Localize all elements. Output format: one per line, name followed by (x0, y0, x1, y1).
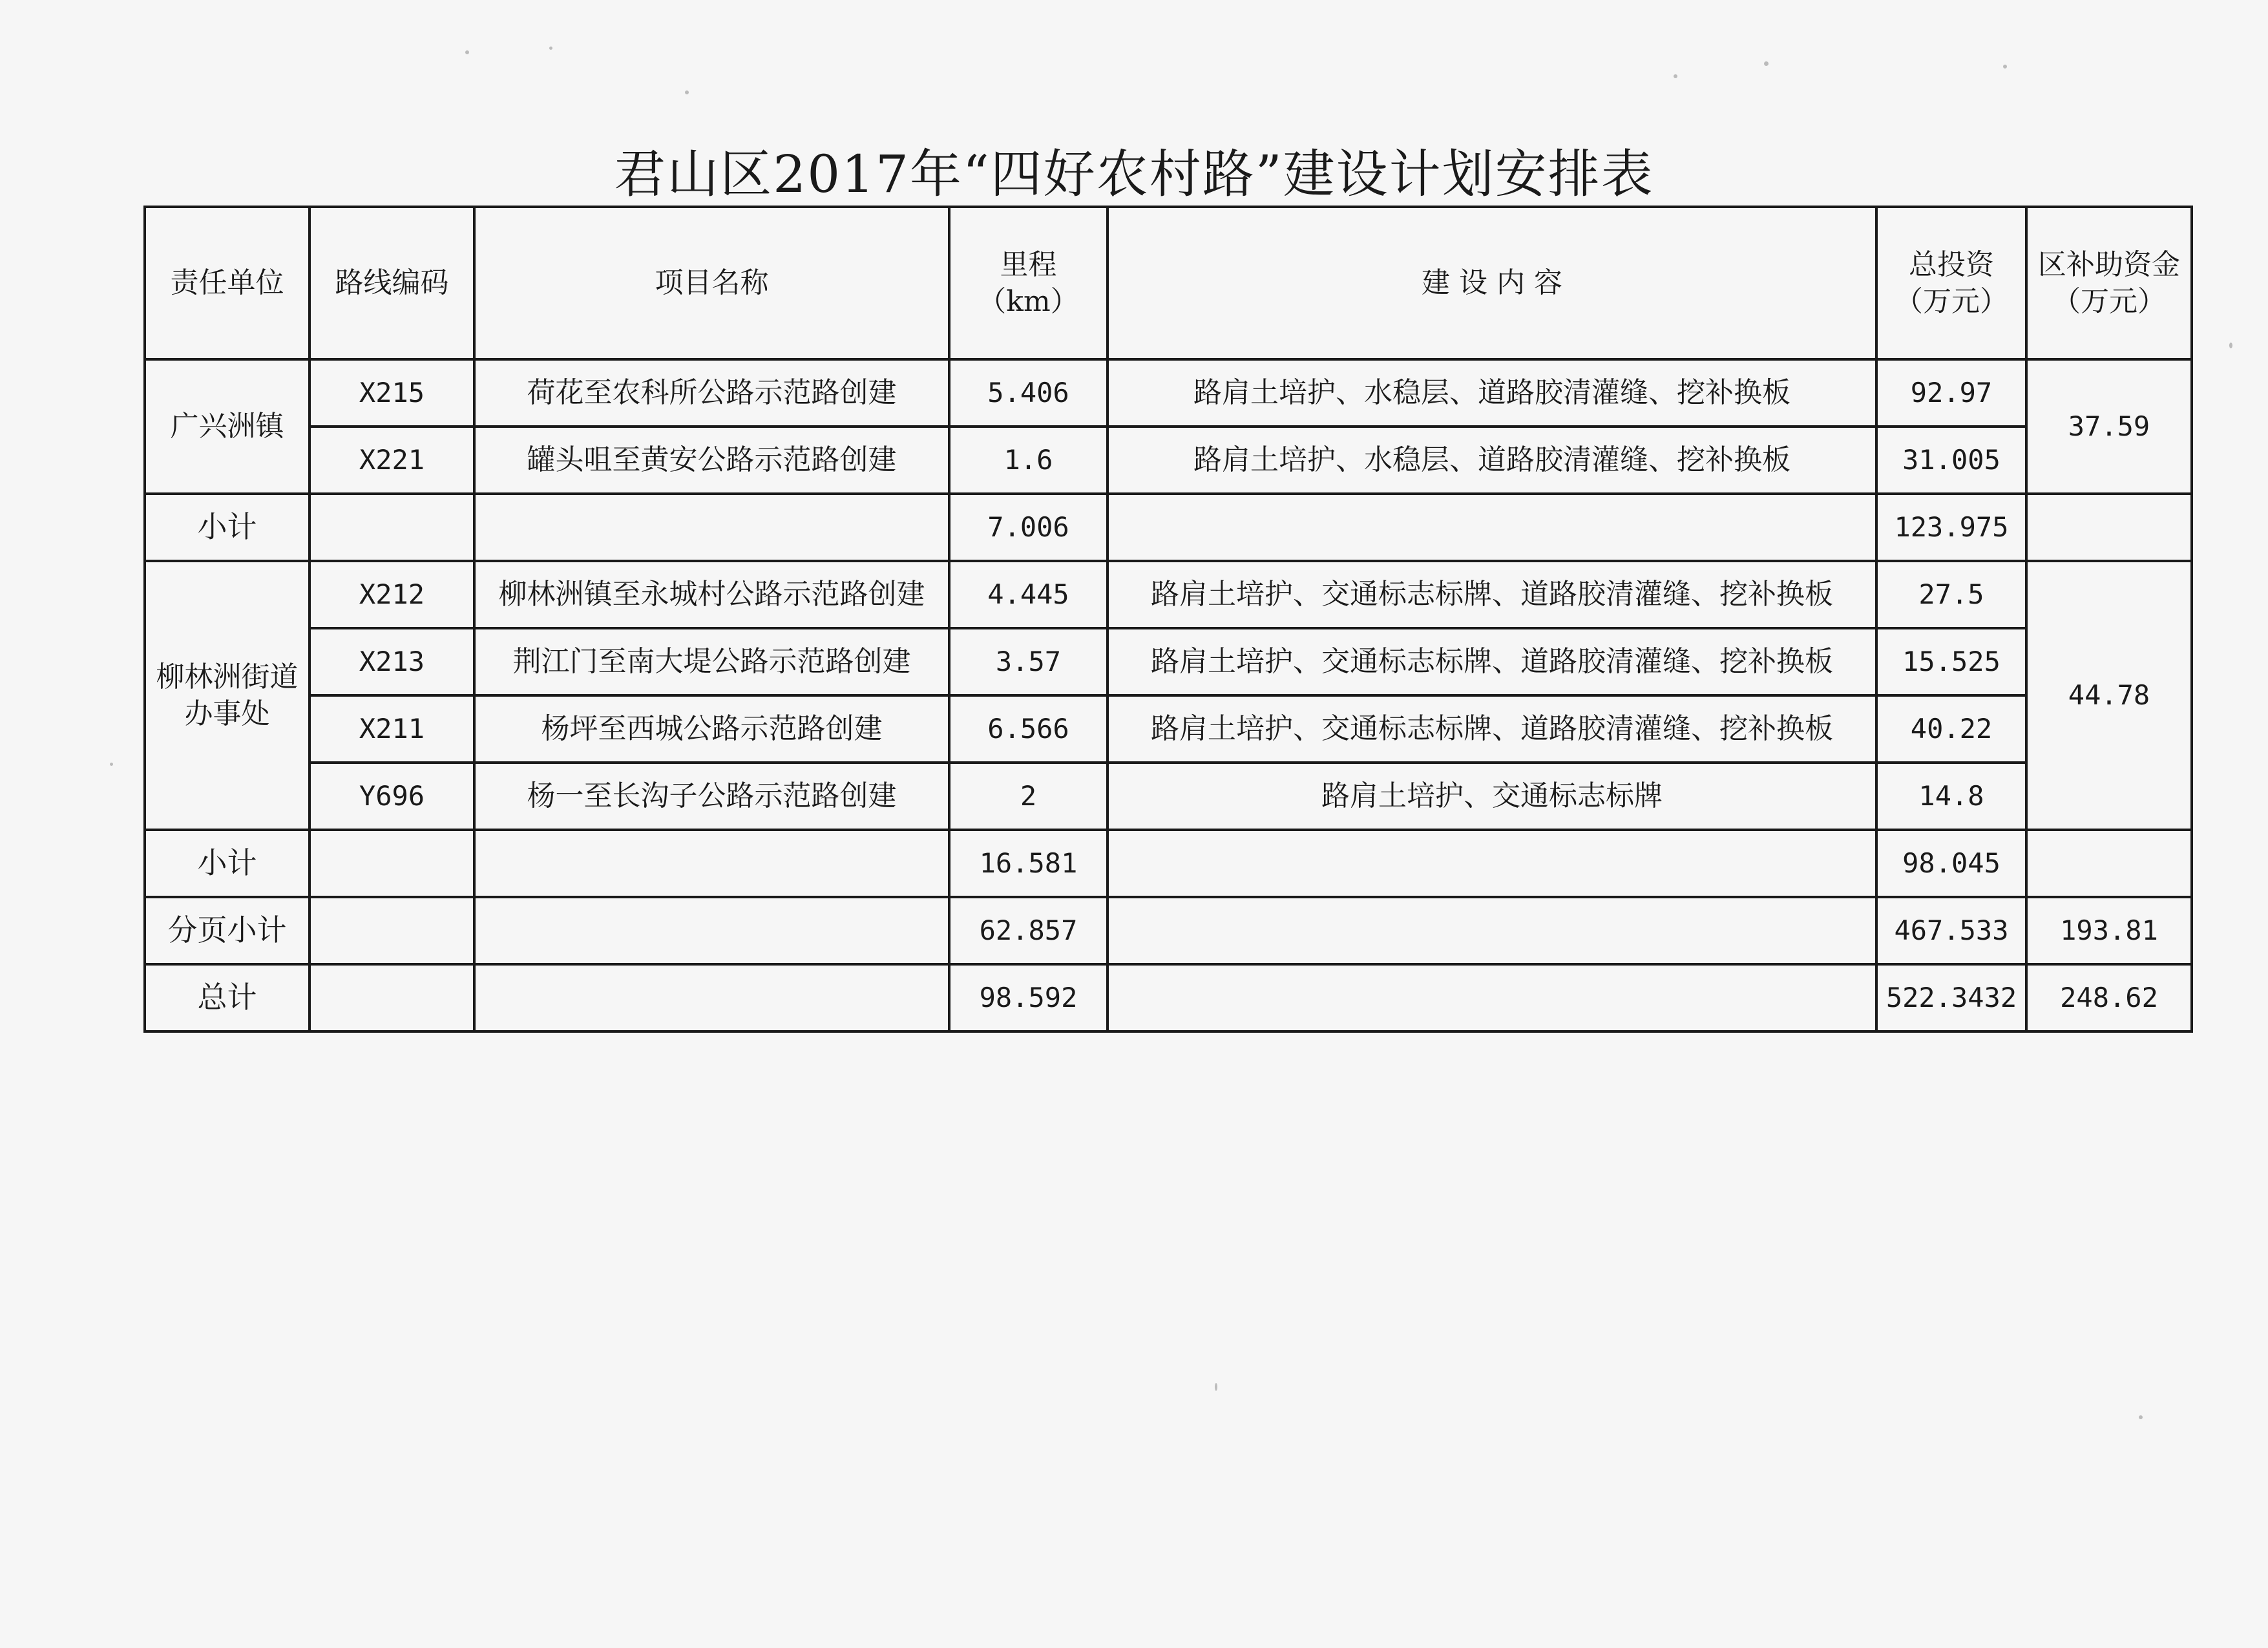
route-code: X213 (310, 628, 474, 695)
total-investment: 92.97 (1876, 359, 2026, 427)
subtotal-label: 小计 (145, 830, 310, 897)
page-subtotal-mileage: 62.857 (949, 897, 1108, 964)
scan-speck (1215, 1383, 1217, 1391)
page-subtotal-row (145, 897, 2192, 964)
scan-speck (549, 47, 552, 50)
header-code: 路线编码 (310, 207, 474, 359)
construction-plan-table (143, 206, 2193, 1033)
table-row (145, 695, 2192, 763)
mileage-value: 6.566 (949, 695, 1108, 763)
mileage-value: 5.406 (949, 359, 1108, 427)
scan-speck (2229, 343, 2232, 348)
total-investment: 15.525 (1876, 628, 2026, 695)
empty-cell (2026, 830, 2192, 897)
header-mileage-label: 里程 (1000, 248, 1057, 281)
header-total-label: 总投资 (1909, 248, 1994, 281)
total-investment: 31.005 (1876, 427, 2026, 494)
construction-content: 路肩土培护、交通标志标牌、道路胶清灌缝、挖补换板 (1108, 695, 1876, 763)
scan-speck (1764, 61, 1769, 66)
empty-cell (474, 830, 949, 897)
subtotal-mileage: 7.006 (949, 494, 1108, 561)
construction-content: 路肩土培护、交通标志标牌 (1108, 763, 1876, 830)
header-content: 建 设 内 容 (1108, 207, 1876, 359)
construction-content: 路肩土培护、水稳层、道路胶清灌缝、挖补换板 (1108, 359, 1876, 427)
header-name: 项目名称 (474, 207, 949, 359)
subtotal-mileage: 16.581 (949, 830, 1108, 897)
route-code: X215 (310, 359, 474, 427)
header-mileage (949, 207, 1108, 359)
project-name: 杨坪至西城公路示范路创建 (474, 695, 949, 763)
empty-cell (310, 830, 474, 897)
empty-cell (310, 494, 474, 561)
mileage-value: 2 (949, 763, 1108, 830)
scan-speck (1674, 74, 1677, 78)
page-subtotal-total: 467.533 (1876, 897, 2026, 964)
header-total (1876, 207, 2026, 359)
empty-cell (310, 897, 474, 964)
table-row (145, 628, 2192, 695)
empty-cell (310, 964, 474, 1031)
empty-cell (1108, 964, 1876, 1031)
header-unit: 责任单位 (145, 207, 310, 359)
scan-speck (465, 50, 469, 54)
grand-total-row (145, 964, 2192, 1031)
empty-cell (2026, 494, 2192, 561)
construction-content: 路肩土培护、水稳层、道路胶清灌缝、挖补换板 (1108, 427, 1876, 494)
route-code: X212 (310, 561, 474, 628)
header-subsidy-unit: （万元） (2052, 285, 2166, 318)
mileage-value: 3.57 (949, 628, 1108, 695)
subtotal-row (145, 830, 2192, 897)
project-name: 柳林洲镇至永城村公路示范路创建 (474, 561, 949, 628)
grand-total-label: 总计 (145, 964, 310, 1031)
header-subsidy (2026, 207, 2192, 359)
total-investment: 40.22 (1876, 695, 2026, 763)
district-subsidy: 44.78 (2026, 561, 2192, 830)
empty-cell (1108, 830, 1876, 897)
empty-cell (474, 494, 949, 561)
table-row (145, 427, 2192, 494)
subtotal-row (145, 494, 2192, 561)
scan-speck (2003, 65, 2007, 69)
empty-cell (1108, 897, 1876, 964)
grand-total-total: 522.3432 (1876, 964, 2026, 1031)
header-row (145, 207, 2192, 359)
header-total-unit: （万元） (1895, 285, 2008, 318)
page-subtotal-label: 分页小计 (145, 897, 310, 964)
table-row (145, 763, 2192, 830)
scan-speck (685, 90, 689, 94)
construction-content: 路肩土培护、交通标志标牌、道路胶清灌缝、挖补换板 (1108, 628, 1876, 695)
grand-total-mileage: 98.592 (949, 964, 1108, 1031)
empty-cell (474, 964, 949, 1031)
header-mileage-unit: （km） (978, 285, 1079, 318)
total-investment: 14.8 (1876, 763, 2026, 830)
total-investment: 27.5 (1876, 561, 2026, 628)
route-code: X211 (310, 695, 474, 763)
subtotal-total: 98.045 (1876, 830, 2026, 897)
document-title: 君山区2017年“四好农村路”建设计划安排表 (614, 144, 1654, 204)
table-row (145, 359, 2192, 427)
mileage-value: 4.445 (949, 561, 1108, 628)
grand-total-subsidy: 248.62 (2026, 964, 2192, 1031)
scan-speck (110, 763, 113, 766)
subtotal-total: 123.975 (1876, 494, 2026, 561)
mileage-value: 1.6 (949, 427, 1108, 494)
empty-cell (474, 897, 949, 964)
project-name: 杨一至长沟子公路示范路创建 (474, 763, 949, 830)
header-subsidy-label: 区补助资金 (2038, 248, 2180, 281)
district-subsidy: 37.59 (2026, 359, 2192, 494)
responsible-unit: 柳林洲街道办事处 (145, 561, 310, 830)
project-name: 荆江门至南大堤公路示范路创建 (474, 628, 949, 695)
route-code: Y696 (310, 763, 474, 830)
empty-cell (1108, 494, 1876, 561)
project-name: 罐头咀至黄安公路示范路创建 (474, 427, 949, 494)
subtotal-label: 小计 (145, 494, 310, 561)
scan-speck (2139, 1415, 2143, 1419)
responsible-unit: 广兴洲镇 (145, 359, 310, 494)
route-code: X221 (310, 427, 474, 494)
page-subtotal-subsidy: 193.81 (2026, 897, 2192, 964)
project-name: 荷花至农科所公路示范路创建 (474, 359, 949, 427)
construction-content: 路肩土培护、交通标志标牌、道路胶清灌缝、挖补换板 (1108, 561, 1876, 628)
table-row (145, 561, 2192, 628)
